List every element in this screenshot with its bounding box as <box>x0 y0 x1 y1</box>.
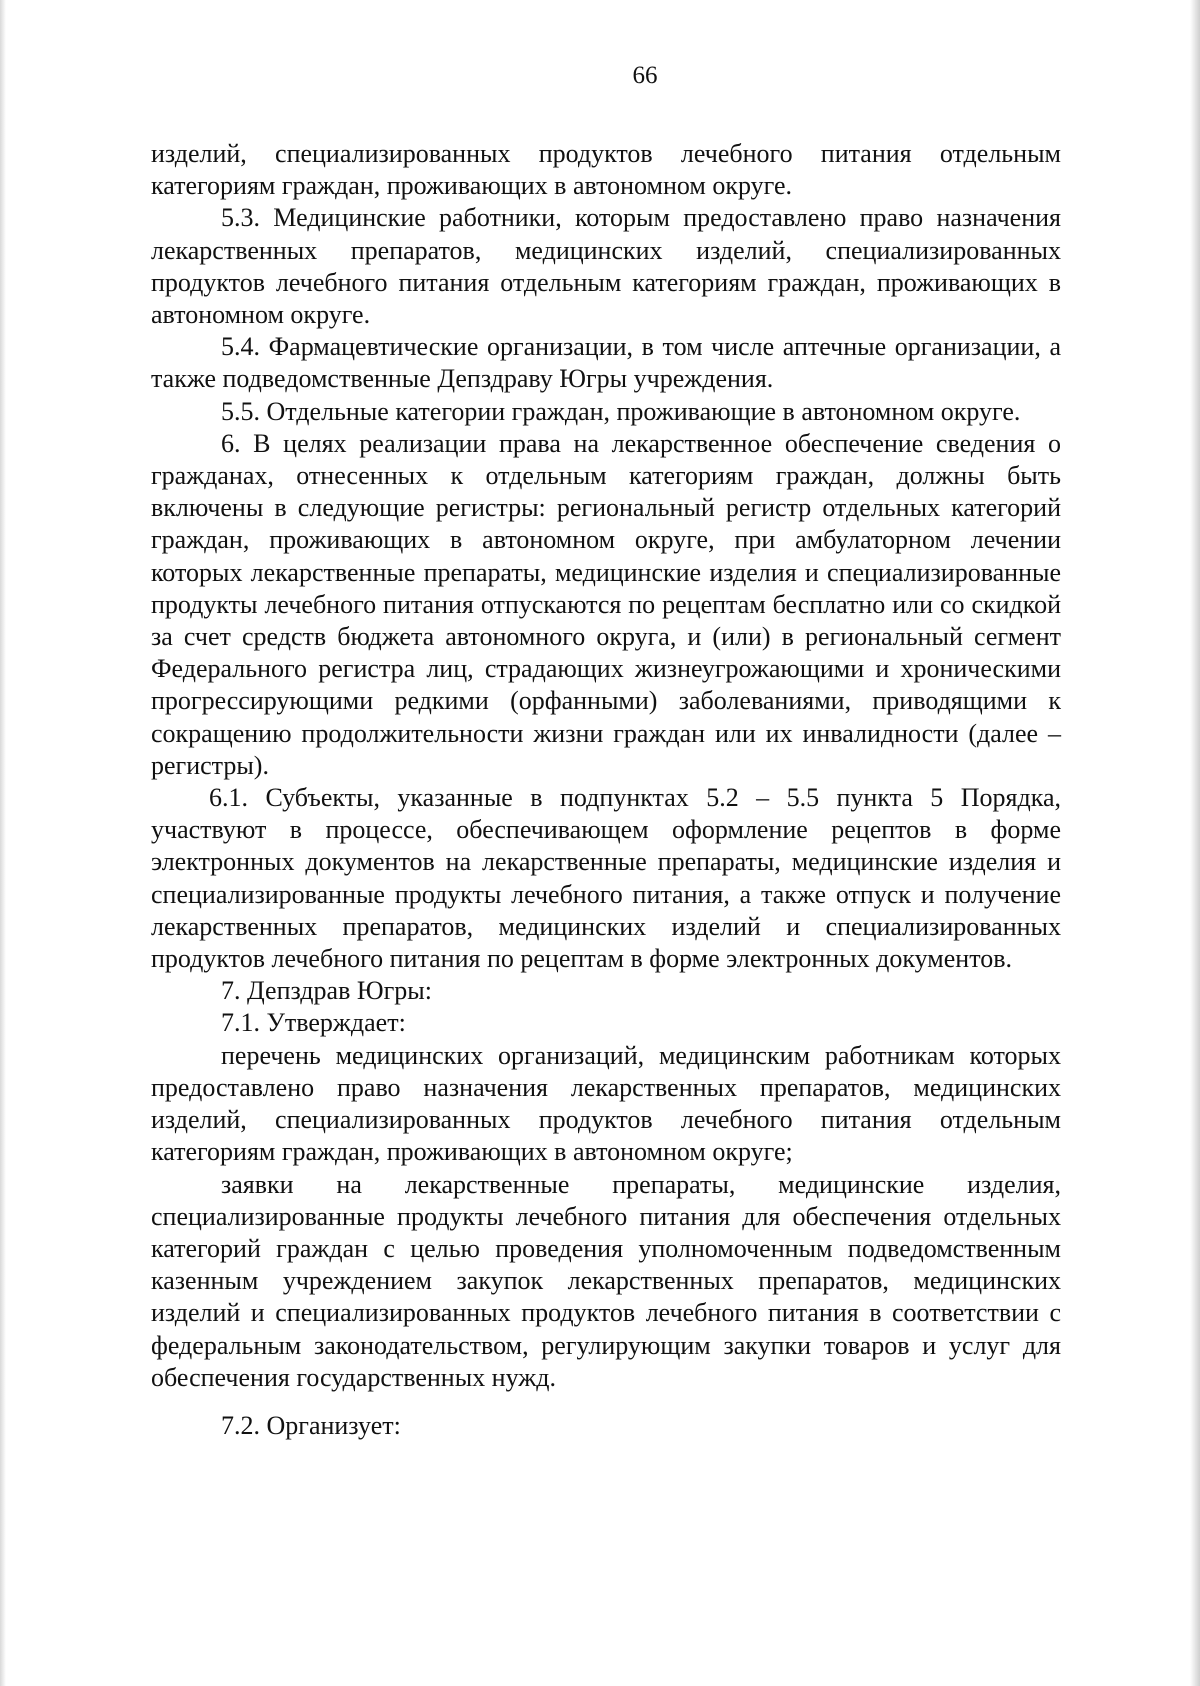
scan-edge-right <box>1190 0 1200 1686</box>
paragraph-5-4: 5.4. Фармацевтические организации, в том числе аптечные организации, а также подведомственные Депздраву Югры учреждения. <box>151 332 1061 394</box>
paragraph-7-1: 7.1. Утверждает: <box>221 1008 406 1038</box>
paragraph-6-1: 6.1. Субъекты, указанные в подпунктах 5.2 – 5.5 пункта 5 Порядка, участвуют в процессе, обеспечивающем оформление рецептов в форме электронных документов на лекарственные препараты, медицинские изделия и специализированные продукты лечебного питания, а также отпуск и получение лекарственных препаратов, медицинских изделий и специализированных продуктов лечебного питания по рецептам в форме электронных документов. <box>151 783 1061 974</box>
paragraph-continuation: изделий, специализированных продуктов лечебного питания отдельным категориям граждан, проживающих в автономном округе. <box>151 139 1061 201</box>
paragraph-list-item-2: заявки на лекарственные препараты, медицинские изделия, специализированные продукты лечебного питания для обеспечения отдельных категорий граждан с целью проведения уполномоченным подведомственным казенным учреждением закупок лекарственных препаратов, медицинских изделий и специализированных продуктов лечебного питания в соответствии с федеральным законодательством, регулирующим закупки товаров и услуг для обеспечения государственных нужд. <box>151 1169 1061 1392</box>
document-body <box>151 138 1061 1442</box>
paragraph-5-3: 5.3. Медицинские работники, которым предоставлено право назначения лекарственных препаратов, медицинских изделий, специализированных продуктов лечебного питания отдельным категориям граждан, проживающих в автономном округе. <box>151 203 1061 330</box>
scan-edge-left <box>0 0 6 1686</box>
paragraph-6: 6. В целях реализации права на лекарственное обеспечение сведения о гражданах, отнесенных к отдельным категориям граждан, должны быть включены в следующие регистры: региональный регистр отдельных категорий граждан, проживающих в автономном округе, при амбулаторном лечении которых лекарственные препараты, медицинские изделия и специализированные продукты лечебного питания отпускаются по рецептам бесплатно или со скидкой за счет средств бюджета автономного округа, и (или) в региональный сегмент Федерального регистра лиц, страдающих жизнеугрожающими и хроническими прогрессирующими редкими (орфанными) заболеваниями, приводящими к сокращению продолжительности жизни граждан или их инвалидности (далее – регистры). <box>151 428 1061 780</box>
paragraph-7-2: 7.2. Организует: <box>221 1410 401 1440</box>
paragraph-list-item-1: перечень медицинских организаций, медицинским работникам которых предоставлено право назначения лекарственных препаратов, медицинских изделий, специализированных продуктов лечебного питания отдельным категориям граждан, проживающих в автономном округе; <box>151 1040 1061 1167</box>
paragraph-7: 7. Депздрав Югры: <box>221 976 432 1006</box>
page-number: 66 <box>632 62 658 89</box>
paragraph-5-5: 5.5. Отдельные категории граждан, проживающие в автономном округе. <box>221 396 1021 426</box>
